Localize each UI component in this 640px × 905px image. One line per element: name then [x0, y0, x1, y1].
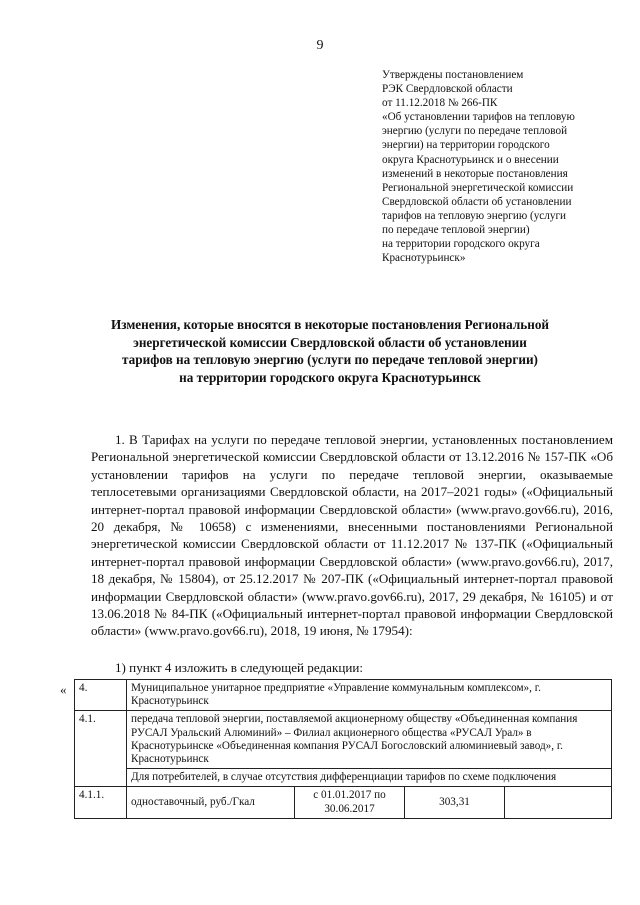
- approval-line: энергии) на территории городского: [382, 139, 550, 152]
- body-text: [91, 431, 613, 640]
- table-row: [75, 711, 612, 769]
- approval-block: [382, 68, 612, 265]
- row-number: 4.1.: [75, 711, 127, 787]
- approval-line: по передаче тепловой энергии): [382, 224, 530, 237]
- approval-line: Региональной энергетической комиссии: [382, 181, 574, 194]
- approval-line: изменений в некоторые постановления: [382, 167, 568, 180]
- approval-line: на территории городского округа: [382, 238, 540, 251]
- approval-line: тарифов на тепловую энергию (услуги: [382, 209, 567, 222]
- period: с 01.01.2017 по 30.06.2017: [295, 787, 405, 818]
- item-1: 1) пункт 4 изложить в следующей редакции:: [115, 660, 363, 675]
- table-row: [75, 769, 612, 787]
- row-text: передача тепловой энергии, поставляемой акционерному обществу «Объединенная компания РУСАЛ Уральский Алюминий» – Филиал акционерного общества «РУСАЛ Урал» в Краснотурьинске «Объединенная компания РУСАЛ Богословский алюминиевый завод», г. Краснотурьинск: [127, 711, 612, 769]
- title-line: энергетической комиссии Свердловской области об установлении: [133, 334, 527, 350]
- rate-type: одноставочный, руб./Гкал: [127, 787, 295, 818]
- row-text: Муниципальное унитарное предприятие «Управление коммунальным комплексом», г. Краснотурьинск: [127, 680, 612, 711]
- row-number: 4.: [75, 680, 127, 711]
- table-row: [75, 787, 612, 818]
- approval-line: Утверждены постановлением: [382, 69, 524, 81]
- title-line: тарифов на тепловую энергию (услуги по передаче тепловой энергии): [122, 352, 538, 367]
- paragraph-1: 1. В Тарифах на услуги по передаче тепловой энергии, установленных постановлением Региональной энергетической комиссии Свердловской области от 13.12.2016 № 157-ПК «Об установлении тарифов на услуги по передаче тепловой энергии, оказываемые теплосетевыми организациями Свердловской области, на 2017–2021 годы» («Официальный интернет-портал правовой информации Свердловской области» (www.pravo.gov66.ru), 2016, 20 декабря, № 10658) с изменениями, внесенными постановлениями Региональной энергетической комиссии Свердловской области от 11.12.2017 № 137-ПК («Официальный интернет-портал правовой информации Свердловской области» (www.pravo.gov66.ru), 2017, 18 декабря, № 15804), от 25.12.2017 № 207-ПК («Официальный интернет-портал правовой информации Свердловской области» (www.pravo.gov66.ru), 2017, 29 декабря, № 16105) и от 13.06.2018 № 84-ПК («Официальный интернет-портал правовой информации Свердловской области» (www.pravo.gov66.ru), 2018, 19 июня, № 17954):: [91, 432, 613, 639]
- document-title: [80, 316, 580, 386]
- approval-line: Свердловской области об установлении: [382, 195, 572, 208]
- approval-line: РЭК Свердловской области: [382, 83, 513, 96]
- approval-line: округа Краснотурьинск и о внесении: [382, 153, 559, 166]
- table-row: [75, 680, 612, 711]
- row-number: 4.1.1.: [75, 787, 127, 818]
- row-text: Для потребителей, в случае отсутствия дифференциации тарифов по схеме подключения: [127, 769, 612, 787]
- approval-line: энергию (услуги по передаче тепловой: [382, 125, 568, 138]
- approval-line: «Об установлении тарифов на тепловую: [382, 111, 575, 124]
- tariff-value: 303,31: [405, 787, 505, 818]
- title-line: на территории городского округа Краснотурьинск: [179, 369, 481, 385]
- tariff-table: [74, 679, 612, 819]
- approval-line: от 11.12.2018 № 266-ПК: [382, 97, 498, 110]
- empty-cell: [505, 787, 612, 818]
- title-line: Изменения, которые вносятся в некоторые постановления Региональной: [110, 317, 550, 332]
- approval-line: Краснотурьинск»: [382, 252, 466, 265]
- opening-quote: «: [60, 682, 67, 697]
- page-number: 9: [316, 38, 324, 53]
